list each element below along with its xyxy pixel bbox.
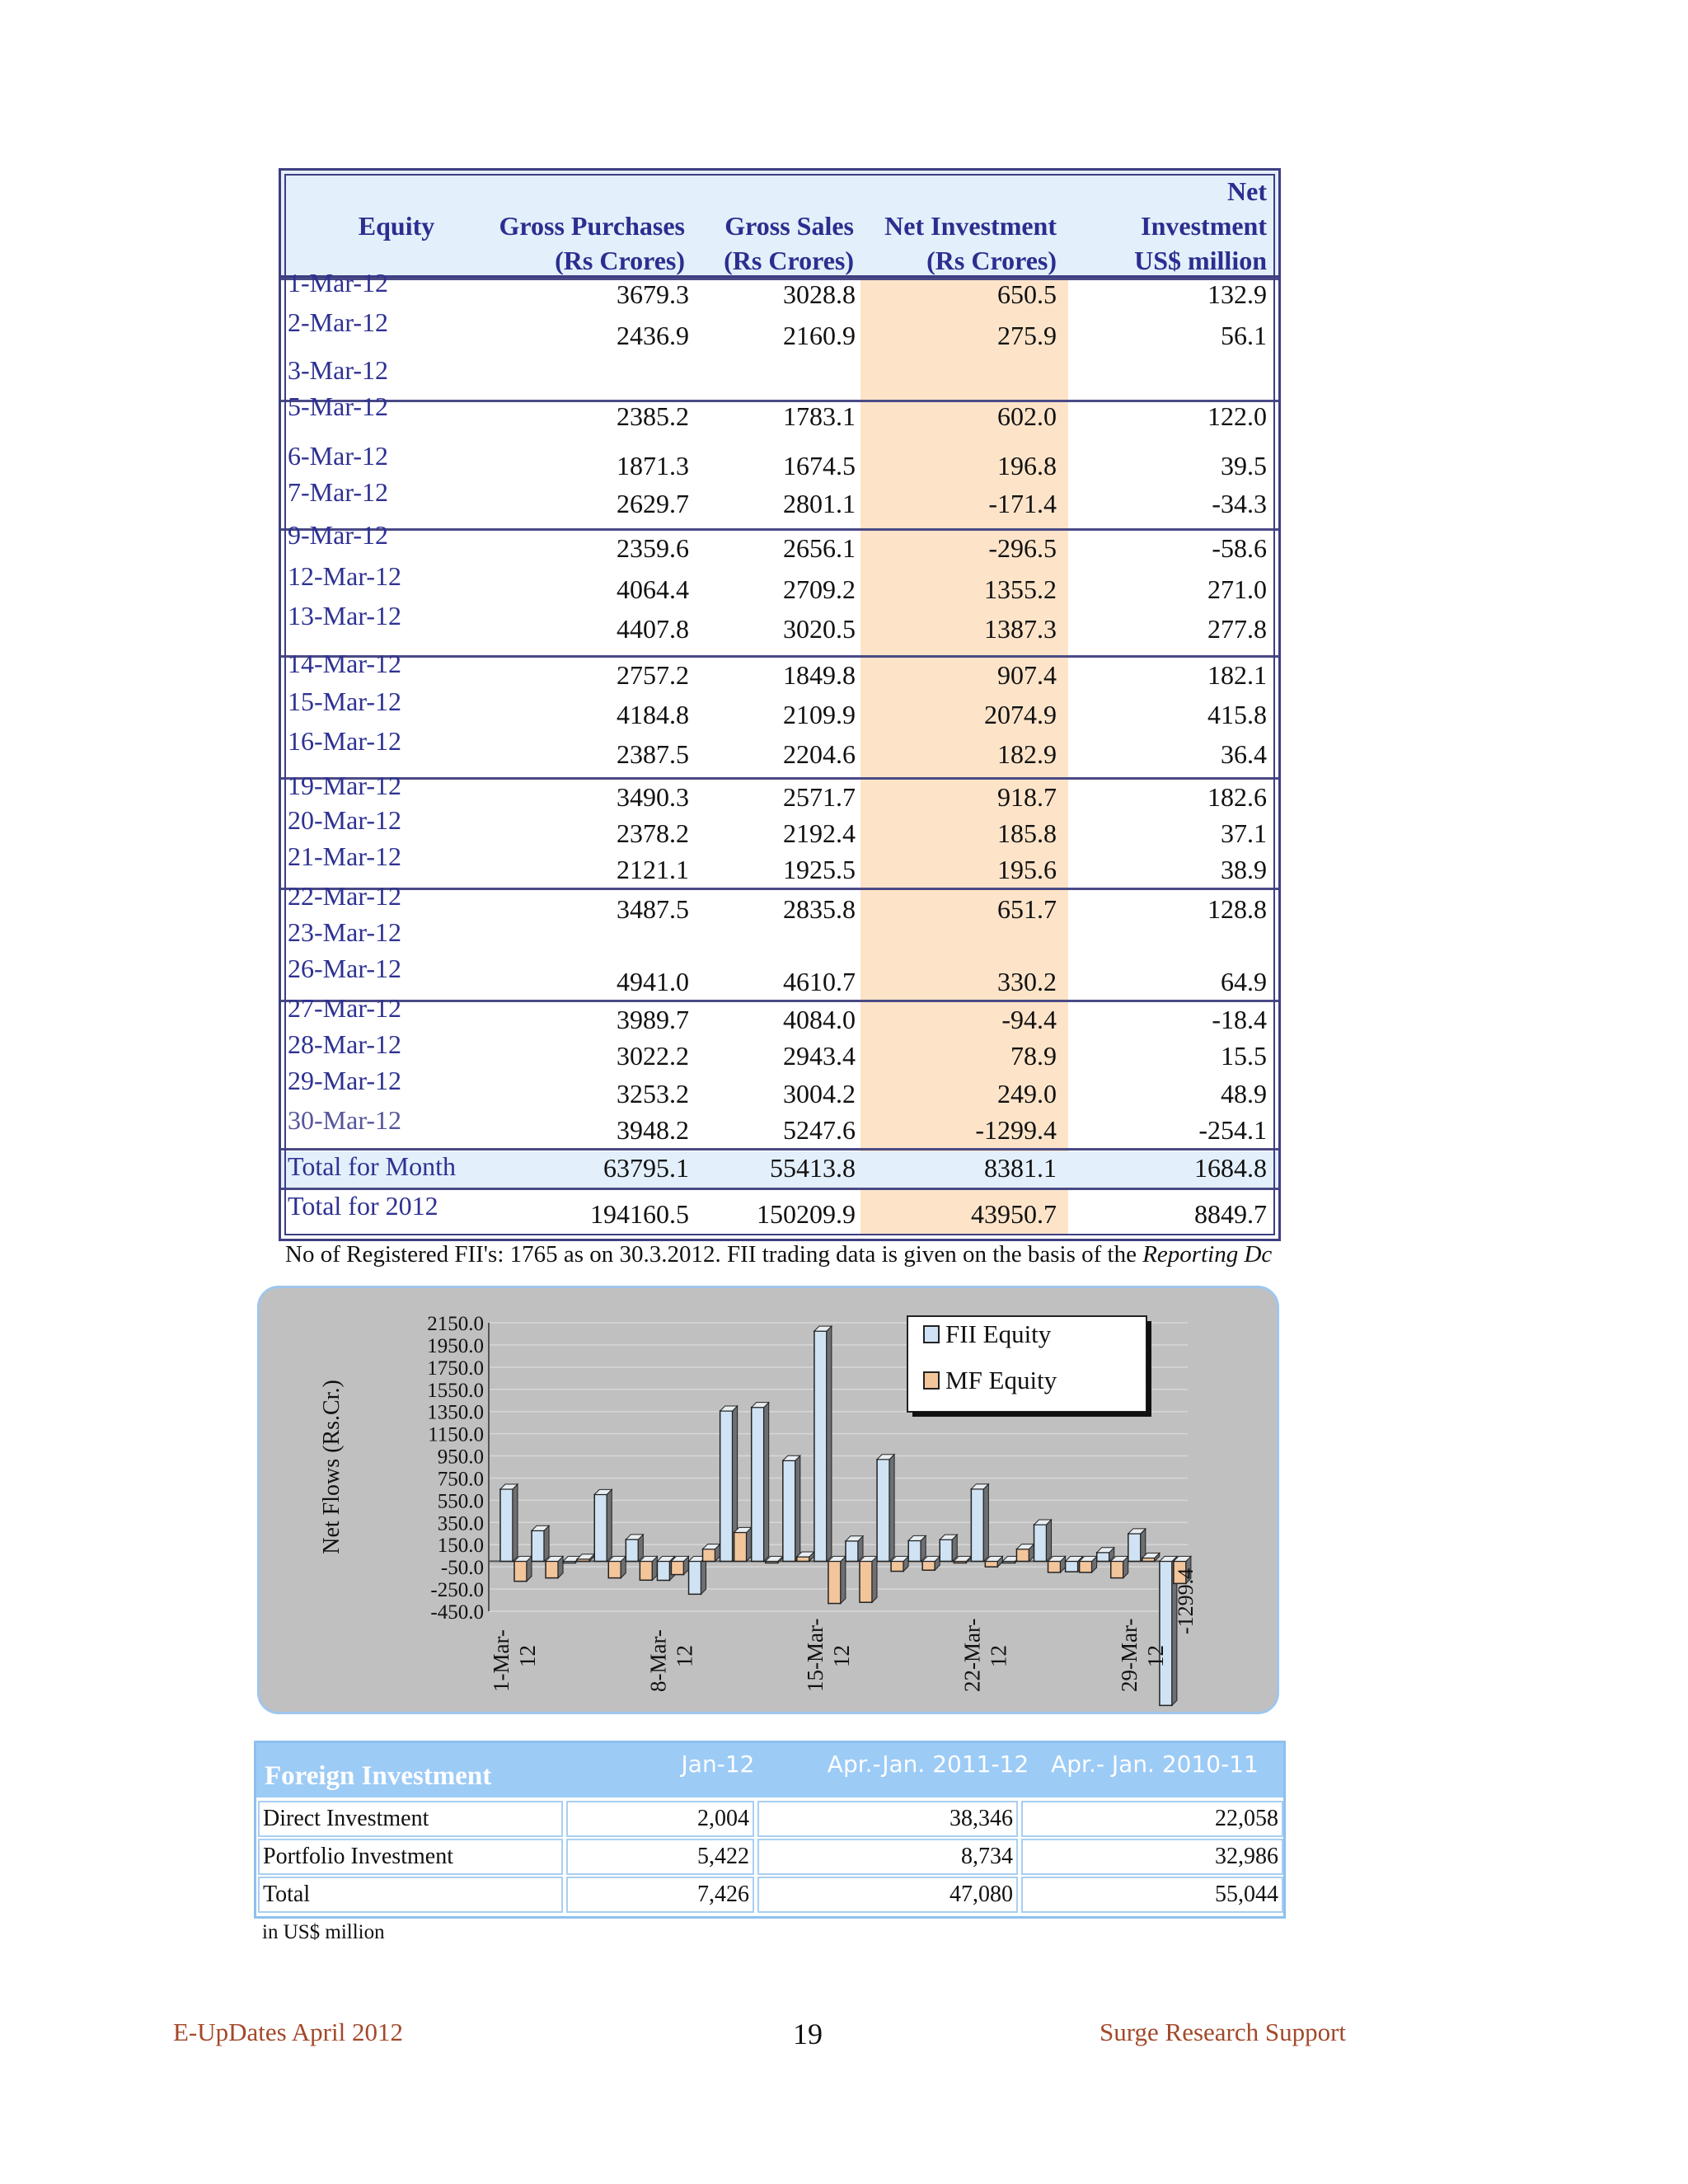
footer-publication: E-UpDates April 2012 [173, 2018, 403, 2046]
gross-sales-cell: 4610.7 [783, 967, 856, 996]
fii-bar [814, 1331, 827, 1561]
fii-bar [500, 1489, 513, 1562]
net-investment-usd-cell: 415.8 [1207, 700, 1267, 729]
y-tick-label: 2150.0 [427, 1313, 484, 1335]
row-date: 26-Mar-12 [288, 954, 401, 983]
x-tick-label: 15-Mar- [802, 1618, 828, 1692]
row-date: 1-Mar-12 [288, 268, 388, 298]
net-investment-usd-cell: 277.8 [1207, 614, 1267, 644]
fii-bar-side [889, 1455, 894, 1562]
fii-bar [971, 1489, 983, 1562]
net-investment-cell: 918.7 [997, 782, 1057, 812]
net-investment-usd-cell: 56.1 [1221, 321, 1267, 350]
row-date: 15-Mar-12 [288, 687, 401, 716]
net-investment-cell: -1299.4 [975, 1115, 1057, 1145]
fii-bar [752, 1408, 764, 1562]
net-investment-cell: 650.5 [997, 279, 1057, 309]
gross-purchases-cell: 2121.1 [617, 855, 689, 884]
fii-bar [689, 1561, 701, 1594]
gross-purchases-cell: 2629.7 [617, 489, 689, 518]
mf-bar [860, 1561, 872, 1602]
y-tick-label: 1550.0 [427, 1379, 484, 1402]
x-tick-label: 29-Mar- [1116, 1618, 1142, 1692]
net-investment-cell: -296.5 [988, 533, 1057, 563]
net-investment-cell: 2074.9 [984, 700, 1057, 729]
gross-purchases-cell: 4184.8 [617, 700, 689, 729]
net-investment-usd-cell: 8849.7 [1194, 1199, 1267, 1229]
fii-bar-side [607, 1489, 612, 1561]
gross-purchases-cell: 2359.6 [617, 533, 689, 563]
gross-sales-cell: 3028.8 [783, 279, 856, 309]
mf-bar [1142, 1558, 1155, 1561]
net-investment-cell: 8381.1 [984, 1153, 1057, 1183]
gross-purchases-cell: 3487.5 [617, 894, 689, 924]
mf-bar [608, 1561, 621, 1577]
fii-bar [1160, 1561, 1172, 1705]
net-investment-usd-cell: -34.3 [1212, 489, 1267, 518]
y-tick-label: 150.0 [437, 1535, 484, 1558]
y-tick-label: -450.0 [430, 1601, 484, 1624]
x-tick-label: 22-Mar- [959, 1618, 985, 1692]
row-date: 5-Mar-12 [288, 391, 388, 421]
fii-bar [1097, 1553, 1109, 1562]
mf-bar [1016, 1549, 1029, 1562]
row-date: 6-Mar-12 [288, 441, 388, 471]
fi-row-label: Direct Investment [258, 1801, 563, 1837]
mf-bar-side [747, 1527, 752, 1561]
fii-bar [783, 1460, 795, 1561]
net-investment-cell: 185.8 [997, 818, 1057, 848]
row-date: 22-Mar-12 [288, 881, 401, 911]
fi-value: 7,426 [566, 1877, 754, 1913]
gross-sales-cell: 2656.1 [783, 533, 856, 563]
gross-sales-cell: 2109.9 [783, 700, 856, 729]
row-date: 2-Mar-12 [288, 307, 388, 337]
fi-value: 55,044 [1021, 1877, 1283, 1913]
gross-purchases-cell: 3679.3 [617, 279, 689, 309]
legend-label: FII Equity [945, 1319, 1052, 1348]
legend-shadow [1146, 1321, 1151, 1417]
row-date: 30-Mar-12 [288, 1105, 401, 1135]
row-date: 19-Mar-12 [288, 771, 401, 800]
mf-bar [703, 1549, 715, 1562]
fi-row-total [256, 1877, 1283, 1913]
net-investment-usd-cell: 182.6 [1207, 782, 1267, 812]
gross-purchases-cell: 4941.0 [617, 967, 689, 996]
net-investment-cell: 195.6 [997, 855, 1057, 884]
fii-bar [532, 1530, 544, 1561]
gross-sales-cell: 150209.9 [757, 1199, 856, 1229]
y-tick-label: -50.0 [440, 1557, 484, 1580]
net-investment-usd-cell: 1684.8 [1194, 1153, 1267, 1183]
fi-unit-note: in US$ million [262, 1921, 385, 1943]
fii-bar [1066, 1561, 1078, 1572]
y-tick-label: 550.0 [437, 1490, 484, 1513]
mf-bar-side [841, 1556, 846, 1603]
mf-bar [640, 1561, 652, 1580]
gross-purchases-cell: 2436.9 [617, 321, 689, 350]
net-investment-usd-cell: 132.9 [1207, 279, 1267, 309]
row-date: 29-Mar-12 [288, 1066, 401, 1095]
footer-publisher: Surge Research Support [1100, 2018, 1347, 2046]
fi-value: 2,004 [566, 1801, 754, 1837]
fi-row-label: Total [258, 1877, 563, 1913]
page-number: 19 [793, 2018, 823, 2050]
gross-purchases-cell: 4407.8 [617, 614, 689, 644]
fii-equity-table [279, 168, 1281, 1241]
gross-sales-cell: 1925.5 [783, 855, 856, 884]
gross-purchases-cell: 2378.2 [617, 818, 689, 848]
fi-title: Foreign Investment [265, 1761, 492, 1791]
fii-bar-side [1047, 1520, 1052, 1561]
row-date: 3-Mar-12 [288, 355, 388, 385]
gross-purchases-cell: 4064.4 [617, 574, 689, 604]
fii-bar [908, 1540, 921, 1561]
net-investment-usd-cell: 271.0 [1207, 574, 1267, 604]
net-investment-cell: 196.8 [997, 451, 1057, 480]
fii-bar-side [544, 1526, 549, 1561]
total-label: Total for Month [288, 1151, 456, 1181]
legend-swatch [924, 1372, 939, 1389]
fii-bar [1128, 1534, 1141, 1562]
row-date: 13-Mar-12 [288, 601, 401, 630]
net-investment-cell: 1355.2 [984, 574, 1057, 604]
net-investment-cell: 249.0 [997, 1079, 1057, 1108]
mf-bar [797, 1557, 809, 1561]
gross-purchases-cell: 3989.7 [617, 1005, 689, 1034]
net-investment-usd-cell: 39.5 [1221, 451, 1267, 480]
y-tick-label: -250.0 [430, 1579, 484, 1602]
fi-value: 38,346 [757, 1801, 1018, 1837]
fii-bar-side [764, 1403, 769, 1562]
gross-sales-cell: 1849.8 [783, 660, 856, 690]
mf-bar [1111, 1561, 1123, 1577]
net-investment-usd-cell: 122.0 [1207, 401, 1267, 431]
mf-bar [671, 1561, 683, 1574]
fi-col-jan12: Jan-12 [681, 1750, 755, 1778]
row-date: 7-Mar-12 [288, 477, 388, 507]
fi-row-direct [256, 1801, 1283, 1837]
fi-value: 22,058 [1021, 1801, 1283, 1837]
x-tick-label: 12 [672, 1645, 697, 1667]
x-tick-label: 12 [1142, 1645, 1168, 1667]
fii-bar [1034, 1525, 1047, 1561]
fii-bar [720, 1411, 733, 1561]
gross-purchases-cell: 3948.2 [617, 1115, 689, 1145]
gross-sales-cell: 2835.8 [783, 894, 856, 924]
row-date: 20-Mar-12 [288, 805, 401, 835]
gross-sales-cell: 55413.8 [770, 1153, 856, 1183]
mf-bar [891, 1561, 903, 1571]
mf-bar [985, 1561, 997, 1567]
gross-purchases-cell: 2387.5 [617, 739, 689, 769]
gross-sales-cell: 3020.5 [783, 614, 856, 644]
row-date: 27-Mar-12 [288, 993, 401, 1023]
table-inner-frame [284, 174, 1275, 1235]
header-gross-purchases: Gross Purchases (Rs Crores) [499, 211, 685, 275]
y-tick-label: 950.0 [437, 1446, 484, 1469]
x-tick-label: 12 [828, 1645, 854, 1667]
fi-value: 47,080 [757, 1877, 1018, 1913]
header-equity: Equity [358, 211, 435, 241]
gross-sales-cell: 3004.2 [783, 1079, 856, 1108]
fii-bar [940, 1540, 952, 1561]
net-investment-usd-cell: -18.4 [1212, 1005, 1267, 1034]
gross-sales-cell: 2192.4 [783, 818, 856, 848]
gross-sales-cell: 2160.9 [783, 321, 856, 350]
row-date: 23-Mar-12 [288, 917, 401, 947]
net-investment-cell: 275.9 [997, 321, 1057, 350]
y-tick-label: 1150.0 [428, 1423, 484, 1446]
mf-bar [922, 1561, 935, 1570]
row-date: 28-Mar-12 [288, 1029, 401, 1059]
fii-bar [626, 1540, 638, 1561]
y-tick-label: 1950.0 [427, 1334, 484, 1357]
net-investment-cell: 182.9 [997, 739, 1057, 769]
net-investment-cell: 330.2 [997, 967, 1057, 996]
fii-bar [594, 1494, 607, 1561]
gross-purchases-cell: 1871.3 [617, 451, 689, 480]
fi-col-2011-12: Apr.-Jan. 2011-12 [827, 1750, 1029, 1778]
gross-purchases-cell: 2757.2 [617, 660, 689, 690]
net-investment-usd-cell: 128.8 [1207, 894, 1267, 924]
header-net-investment: Net Investment (Rs Crores) [884, 211, 1057, 275]
legend-shadow [912, 1412, 1151, 1417]
fii-bar-side [513, 1484, 518, 1562]
net-investment-usd-cell: 64.9 [1221, 967, 1267, 996]
row-date: 21-Mar-12 [288, 841, 401, 871]
mf-bar [514, 1561, 527, 1581]
fi-row-label: Portfolio Investment [258, 1839, 563, 1875]
x-tick-label: 12 [986, 1645, 1011, 1667]
net-investment-cell: -94.4 [1001, 1005, 1057, 1034]
fii-bar [846, 1541, 858, 1562]
fi-row-portfolio [256, 1839, 1283, 1875]
fii-bar [657, 1561, 669, 1580]
gross-sales-cell: 2709.2 [783, 574, 856, 604]
gross-purchases-cell: 3253.2 [617, 1079, 689, 1108]
chart-canvas [260, 1288, 1282, 1717]
mf-bar [546, 1561, 558, 1577]
fi-value: 8,734 [757, 1839, 1018, 1875]
net-investment-cell: 1387.3 [984, 614, 1057, 644]
gross-sales-cell: 5247.6 [783, 1115, 856, 1145]
net-investment-usd-cell: -254.1 [1198, 1115, 1267, 1145]
y-tick-label: 1750.0 [427, 1357, 484, 1380]
gross-sales-cell: 1783.1 [783, 401, 856, 431]
net-investment-cell: 651.7 [997, 894, 1057, 924]
net-investment-cell: -171.4 [988, 489, 1057, 518]
gross-sales-cell: 4084.0 [783, 1005, 856, 1034]
row-date: 14-Mar-12 [288, 649, 401, 678]
net-investment-usd-cell: 182.1 [1207, 660, 1267, 690]
row-date: 9-Mar-12 [288, 520, 388, 550]
fii-bar-side [827, 1326, 832, 1561]
gross-sales-cell: 2943.4 [783, 1041, 856, 1071]
net-investment-cell: 78.9 [1010, 1041, 1057, 1071]
gross-purchases-cell: 63795.1 [603, 1153, 689, 1183]
fi-value: 5,422 [566, 1839, 754, 1875]
net-investment-cell: 602.0 [997, 401, 1057, 431]
gross-purchases-cell: 3490.3 [617, 782, 689, 812]
net-investment-usd-cell: 37.1 [1221, 818, 1267, 848]
row-date: 12-Mar-12 [288, 561, 401, 591]
fii-note: No of Registered FII's: 1765 as on 30.3.2012. FII trading data is given on the basis of the Reporting Dc [285, 1241, 1273, 1268]
gross-sales-cell: 2571.7 [783, 782, 856, 812]
y-tick-label: 750.0 [437, 1468, 484, 1491]
y-axis-label: Net Flows (Rs.Cr.) [319, 1380, 345, 1554]
gross-purchases-cell: 3022.2 [617, 1041, 689, 1071]
legend-swatch [924, 1326, 939, 1343]
net-investment-cell: 907.4 [997, 660, 1057, 690]
fii-bar-side [701, 1556, 706, 1594]
net-investment-usd-cell: 38.9 [1221, 855, 1267, 884]
x-tick-label: 12 [515, 1645, 540, 1667]
y-tick-label: 1350.0 [427, 1401, 484, 1424]
net-investment-cell: 43950.7 [971, 1199, 1057, 1229]
mf-bar [1080, 1561, 1092, 1572]
net-investment-usd-cell: 36.4 [1221, 739, 1267, 769]
fi-col-2010-11: Apr.- Jan. 2010-11 [1051, 1750, 1259, 1778]
x-tick-label: 8-Mar- [645, 1629, 671, 1692]
mf-bar [734, 1532, 747, 1561]
mf-bar-side [872, 1556, 877, 1602]
row-date: 16-Mar-12 [288, 726, 401, 756]
legend-label: MF Equity [945, 1366, 1057, 1394]
mf-bar [1048, 1561, 1061, 1572]
fii-bar-side [795, 1455, 800, 1561]
total-label: Total for 2012 [288, 1191, 438, 1221]
fi-header [256, 1743, 1283, 1797]
gross-purchases-cell: 194160.5 [590, 1199, 689, 1229]
foreign-investment-table [254, 1741, 1286, 1919]
header-gross-sales: Gross Sales (Rs Crores) [724, 211, 854, 275]
gross-purchases-cell: 2385.2 [617, 401, 689, 431]
fii-bar [877, 1460, 889, 1562]
y-tick-label: 350.0 [437, 1512, 484, 1535]
net-flows-chart [257, 1286, 1279, 1714]
x-tick-label: 1-Mar- [489, 1629, 513, 1692]
gross-sales-cell: 2204.6 [783, 739, 856, 769]
mf-bar [828, 1561, 841, 1603]
net-investment-usd-cell: -58.6 [1212, 533, 1267, 563]
header-net-investment-usd: Net Investment US$ million [1134, 176, 1267, 275]
net-investment-usd-cell: 48.9 [1221, 1079, 1267, 1108]
data-label: -1299.4 [1173, 1568, 1198, 1634]
net-investment-usd-cell: 15.5 [1221, 1041, 1267, 1071]
fii-bar-side [983, 1484, 988, 1562]
gross-sales-cell: 2801.1 [783, 489, 856, 518]
fi-value: 32,986 [1021, 1839, 1283, 1875]
gross-sales-cell: 1674.5 [783, 451, 856, 480]
